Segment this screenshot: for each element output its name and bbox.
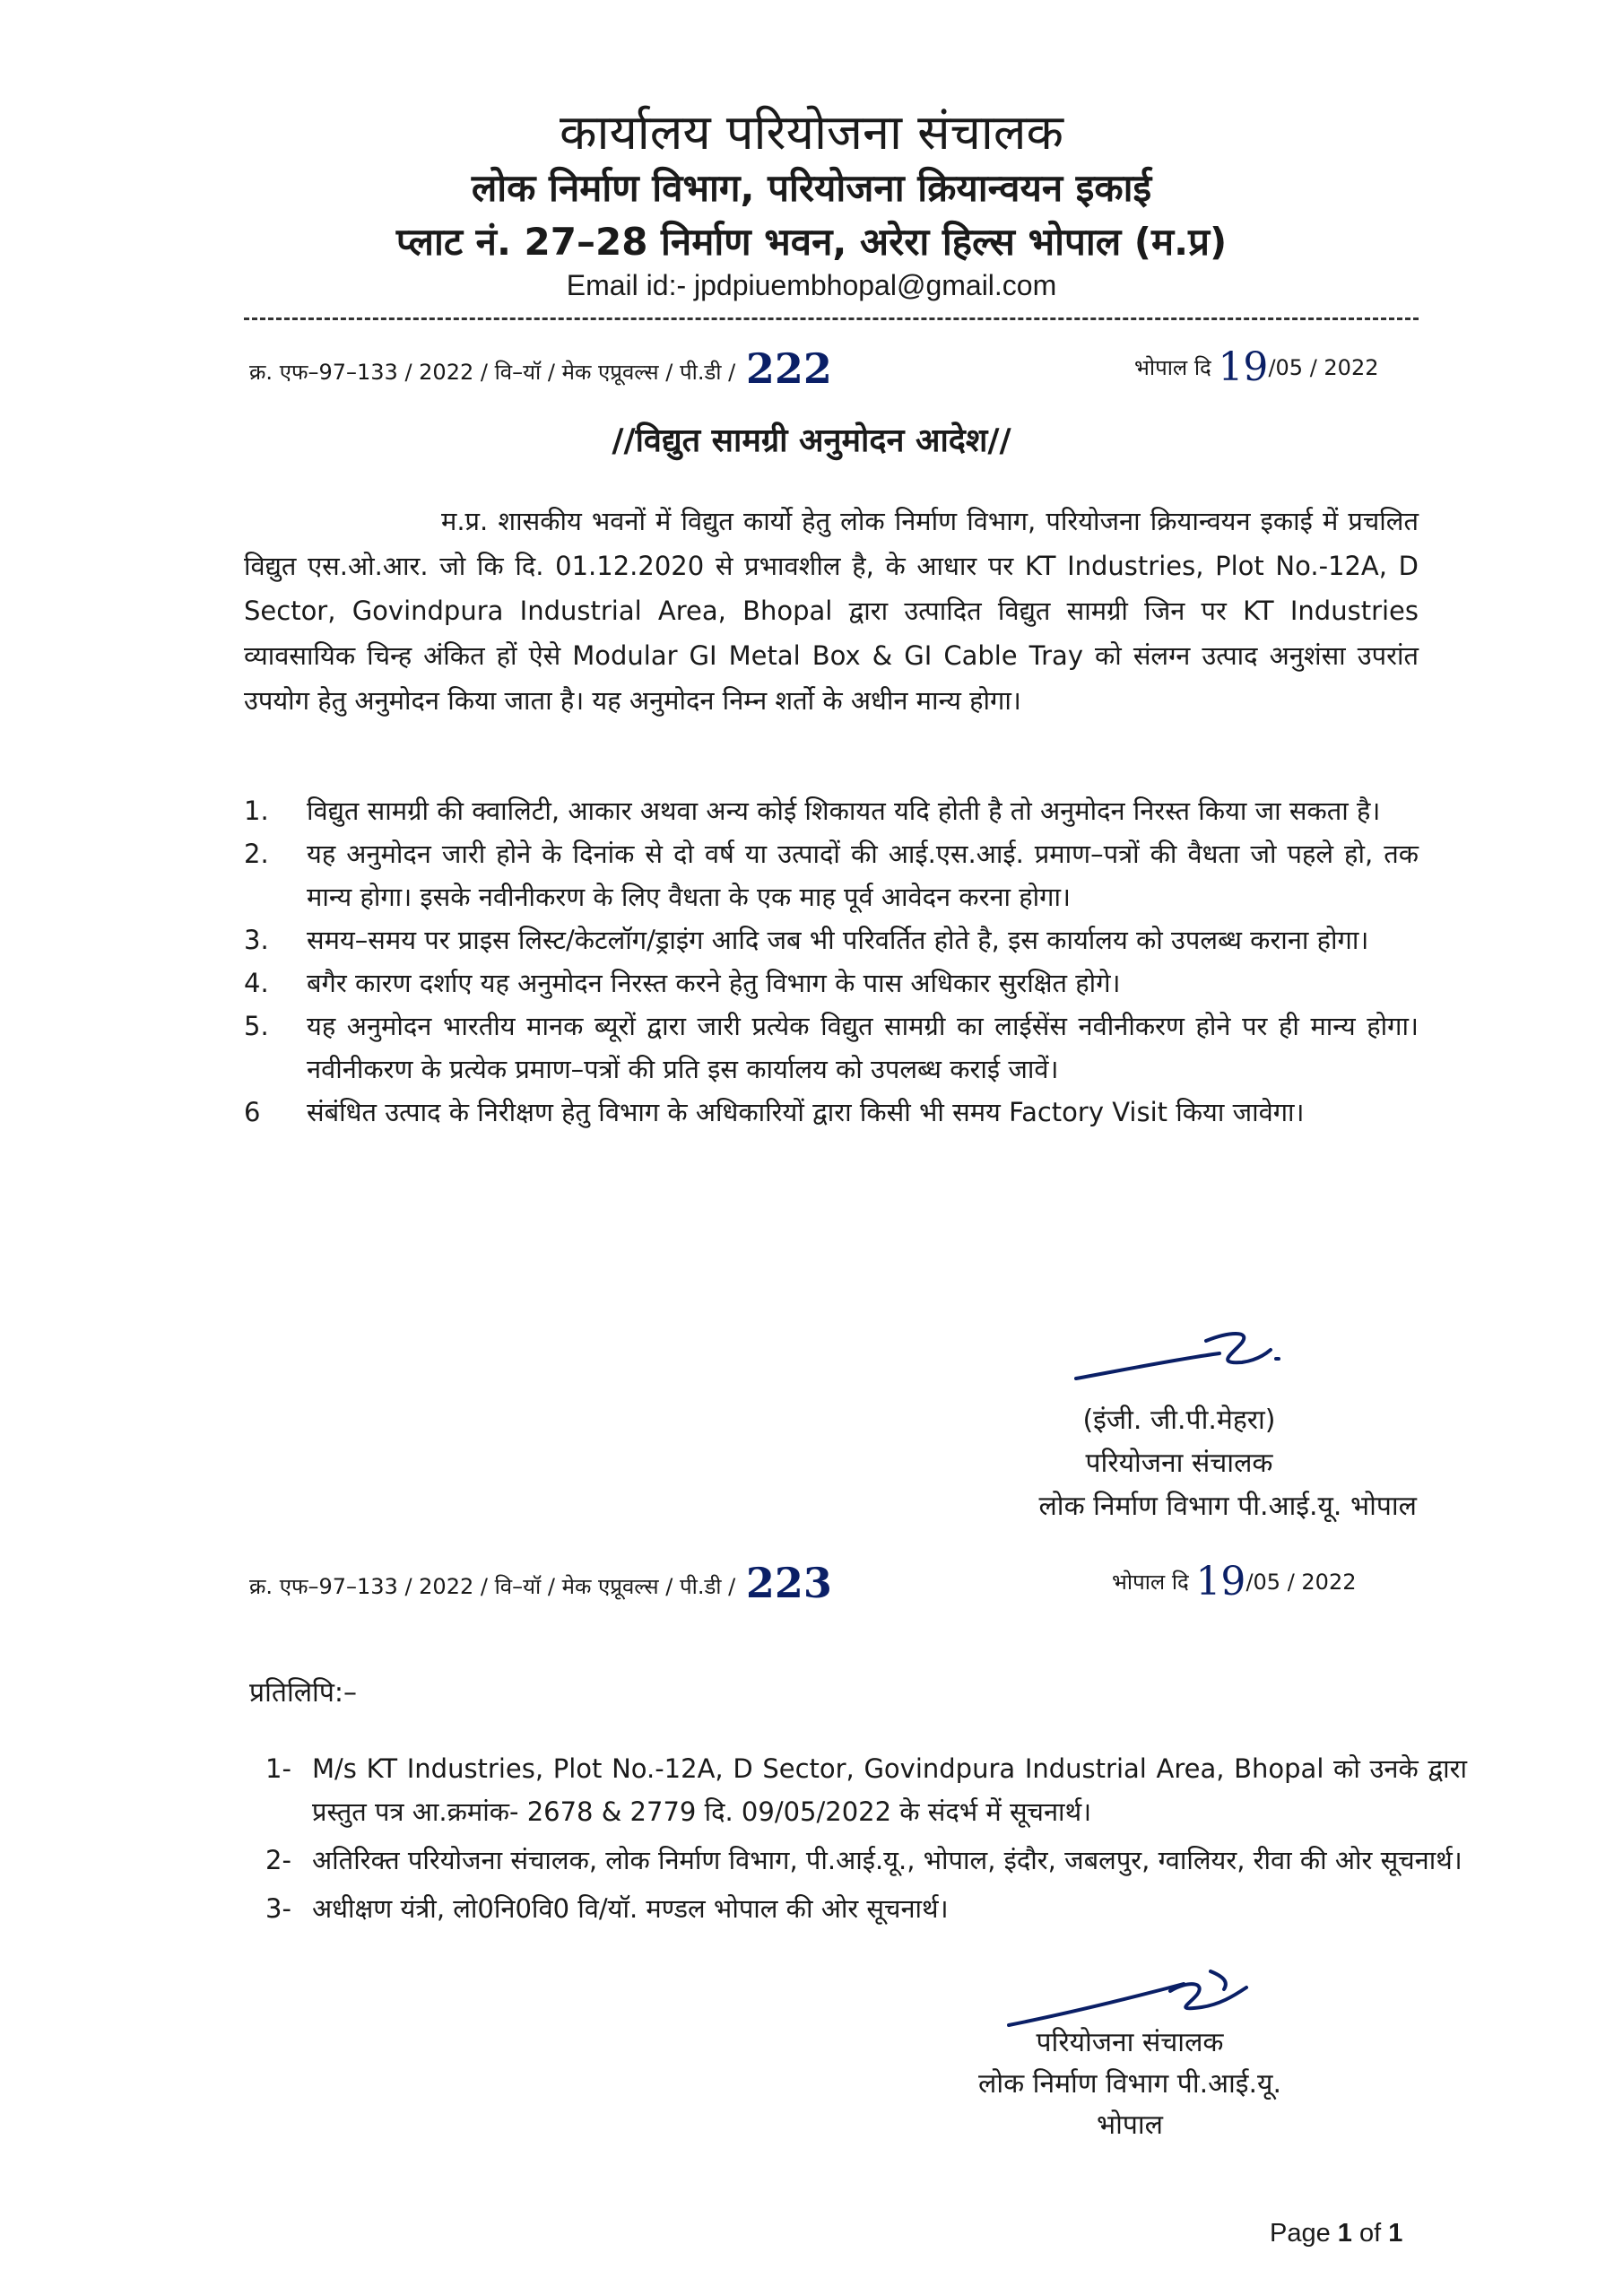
copy-to-heading: प्रतिलिपि:–	[249, 1677, 357, 1709]
order-paragraph: म.प्र. शासकीय भवनों में विद्युत कार्यो हेतु लोक निर्माण विभाग, परियोजना क्रियान्वयन इकाई में प्रचलित विद्युत एस.ओ.आर. जो कि दि. 01.12.2020 से प्रभावशील है, के आधार पर KT Industries, Plot No.-12A, D Sector, Govindpura Industrial Area, Bhopal द्वारा उत्पादित विद्युत सामग्री जिन पर KT Industries व्यावसायिक चिन्ह अंकित हों ऐसे Modular GI Metal Box & GI Cable Tray को संलग्न उत्पाद अनुशंसा उपरांत उपयोग हेतु अनुमोदन किया जाता है। यह अनुमोदन निम्न शर्तो के अधीन मान्य होगा।	[244, 506, 1419, 716]
date-handwritten-day: 19	[1218, 344, 1269, 390]
reference-prefix: क्र. एफ–97–133 / 2022 / वि–यॉ / मेक एप्रूवल्स / पी.डी /	[249, 1574, 736, 1599]
conditions-list	[244, 789, 1419, 1134]
signatory-name: (इंजी. जी.पी.मेहरा)	[1082, 1405, 1276, 1436]
signature-block-2	[897, 2022, 1363, 2146]
office-title: कार्यालय परियोजना संचालक	[560, 104, 1063, 161]
date-prefix: भोपाल दि	[1134, 355, 1211, 380]
signatory-city: भोपाल	[1096, 2109, 1163, 2141]
condition-item: 3. समय–समय पर प्राइस लिस्ट/केटलॉग/ड्राइंग आदि जब भी परिवर्तित होते है, इस कार्यालय को उपलब्ध कराना होगा।	[244, 925, 1369, 955]
handwritten-signature-1	[1072, 1323, 1305, 1395]
reference-number-1	[249, 344, 832, 393]
date-prefix: भोपाल दि	[1112, 1570, 1189, 1595]
order-body	[244, 499, 1419, 723]
office-email: Email id:- jpdpiuembhopal@gmail.com	[566, 269, 1057, 301]
condition-item: 4. बगैर कारण दर्शाए यह अनुमोदन निरस्त करने हेतु विभाग के पास अधिकार सुरक्षित होगे।	[244, 968, 1121, 998]
copy-to-list	[265, 1747, 1467, 1935]
reference-number-2	[249, 1559, 832, 1607]
header-divider	[244, 317, 1419, 320]
date-rest: /05 / 2022	[1245, 1570, 1357, 1595]
reference-handwritten-number: 222	[745, 344, 832, 393]
condition-item: 1. विद्युत सामग्री की क्वालिटी, आकार अथवा अन्य कोई शिकायत यदि होती है तो अनुमोदन निरस्त किया जा सकता है।	[244, 796, 1381, 826]
reference-date-2	[1112, 1559, 1356, 1605]
copy-item: 1- M/s KT Industries, Plot No.-12A, D Sector, Govindpura Industrial Area, Bhopal को उनके द्वारा प्रस्तुत पत्र आ.क्रमांक- 2678 & 2779 दि. 09/05/2022 के संदर्भ में सूचनार्थ।	[265, 1753, 1467, 1827]
condition-item: 5. यह अनुमोदन भारतीय मानक ब्यूरों द्वारा जारी प्रत्येक विद्युत सामग्री का लाईसेंस नवीनीकरण होने पर ही मान्य होगा। नवीनीकरण के प्रत्येक प्रमाण–पत्रों की प्रति इस कार्यालय को उपलब्ध कराई जावें।	[244, 1011, 1419, 1084]
copy-item: 2- अतिरिक्त परियोजना संचालक, लोक निर्माण विभाग, पी.आई.यू., भोपाल, इंदौर, जबलपुर, ग्वालियर, रीवा की ओर सूचनार्थ।	[265, 1845, 1462, 1875]
reference-prefix: क्र. एफ–97–133 / 2022 / वि–यॉ / मेक एप्रूवल्स / पी.डी /	[249, 360, 736, 385]
signatory-office: लोक निर्माण विभाग पी.आई.यू. भोपाल	[1038, 1491, 1417, 1522]
date-handwritten-day: 19	[1195, 1559, 1246, 1605]
signatory-office: लोक निर्माण विभाग पी.आई.यू.	[978, 2068, 1281, 2100]
signatory-designation: परियोजना संचालक	[1085, 1448, 1273, 1479]
office-address: प्लाट नं. 27–28 निर्माण भवन, अरेरा हिल्स भोपाल (म.प्र)	[395, 220, 1228, 264]
copy-item: 3- अधीक्षण यंत्री, लो0नि0वि0 वि/यॉ. मण्डल भोपाल की ओर सूचनार्थ।	[265, 1893, 949, 1924]
department-name: लोक निर्माण विभाग, परियोजना क्रियान्वयन इकाई	[471, 166, 1152, 210]
signature-block-1	[942, 1399, 1417, 1528]
condition-item: 6 संबंधित उत्पाद के निरीक्षण हेतु विभाग के अधिकारियों द्वारा किसी भी समय Factory Visit किया जावेगा।	[244, 1097, 1305, 1127]
date-rest: /05 / 2022	[1268, 355, 1379, 380]
page-number: Page 1 of 1	[1270, 2219, 1403, 2248]
reference-handwritten-number: 223	[745, 1559, 832, 1607]
condition-item: 2. यह अनुमोदन जारी होने के दिनांक से दो वर्ष या उत्पादों की आई.एस.आई. प्रमाण–पत्रों की वैधता जो पहले हो, तक मान्य होगा। इसके नवीनीकरण के लिए वैधता के एक माह पूर्व आवेदन करना होगा।	[244, 839, 1419, 912]
order-subject: //विद्युत सामग्री अनुमोदन आदेश//	[612, 422, 1011, 459]
signatory-designation: परियोजना संचालक	[1036, 2027, 1224, 2058]
reference-date-1	[1134, 344, 1378, 390]
